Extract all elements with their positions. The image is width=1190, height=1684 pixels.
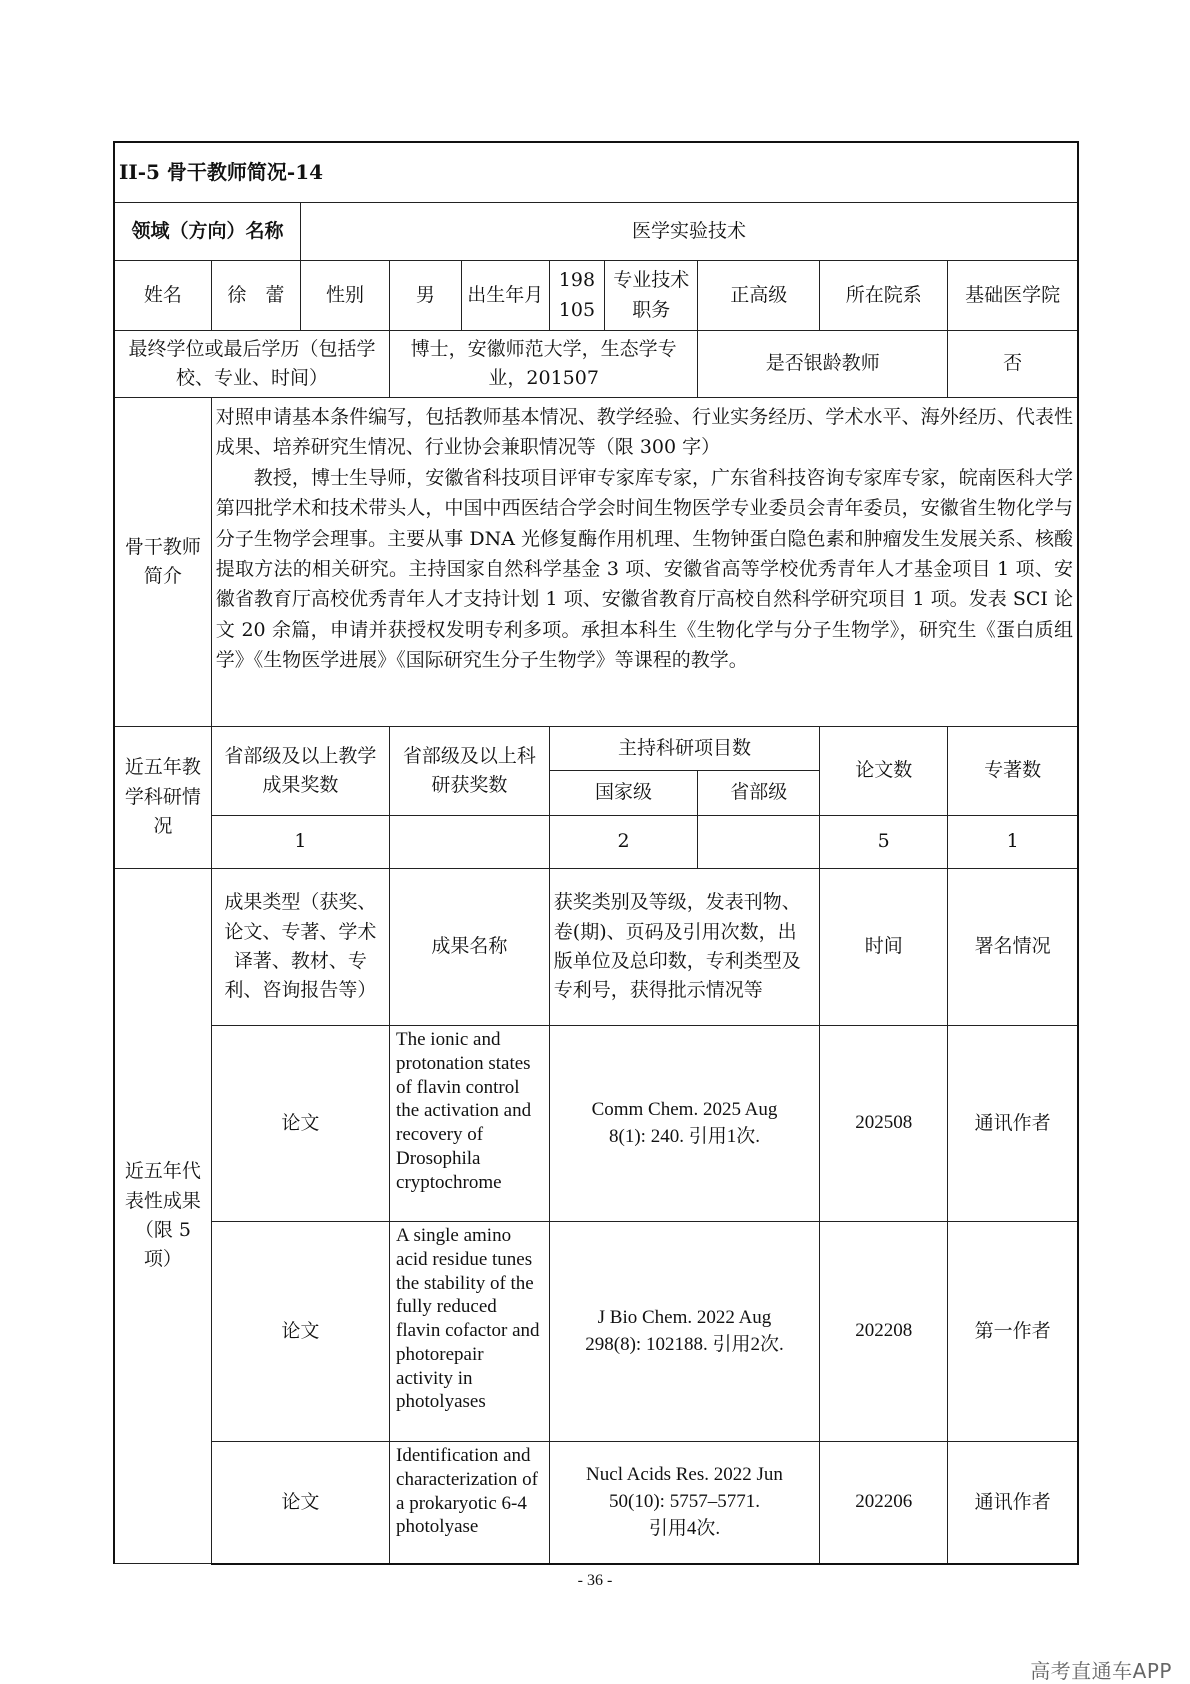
intro-label: 骨干教师简介 [114, 398, 211, 727]
silver-teacher-label: 是否银龄教师 [698, 331, 948, 398]
papers-header: 论文数 [820, 727, 948, 816]
achievement-type: 论文 [211, 1442, 389, 1564]
achievement-sign: 通讯作者 [948, 1442, 1078, 1564]
sign-header: 署名情况 [948, 869, 1078, 1026]
books-value: 1 [948, 816, 1078, 869]
dept-value: 基础医学院 [948, 261, 1078, 331]
gender-label: 性别 [300, 261, 389, 331]
birth-value: 198105 [549, 261, 604, 331]
achievement-detail [549, 1222, 819, 1442]
projects-header: 主持科研项目数 [549, 727, 819, 771]
achievement-detail [549, 1026, 819, 1222]
title-value: 正高级 [698, 261, 820, 331]
time-header: 时间 [820, 869, 948, 1026]
intro-content [211, 398, 1078, 727]
degree-label: 最终学位或最后学历（包括学校、专业、时间） [114, 331, 390, 398]
name-value: 徐 蕾 [211, 261, 300, 331]
achievement-time: 202206 [820, 1442, 948, 1564]
gender-value: 男 [390, 261, 462, 331]
degree-value: 博士，安徽师范大学，生态学专业，201507 [390, 331, 698, 398]
detail-line: 8(1): 240. 引用1次. [609, 1125, 760, 1147]
research-award-header: 省部级及以上科研获奖数 [390, 727, 550, 816]
provincial-header: 省部级 [698, 771, 820, 816]
achievement-type: 论文 [211, 1026, 389, 1222]
papers-value: 5 [820, 816, 948, 869]
achievement-type: 论文 [211, 1222, 389, 1442]
birth-label: 出生年月 [461, 261, 549, 331]
dept-label: 所在院系 [820, 261, 948, 331]
field-label: 领域（方向）名称 [114, 203, 300, 261]
silver-teacher-value: 否 [948, 331, 1078, 398]
section-title: II-5 骨干教师简况-14 [114, 142, 1078, 203]
achievement-time: 202508 [820, 1026, 948, 1222]
achievements-label: 近五年代表性成果（限 5 项） [114, 869, 211, 1564]
teacher-profile-table [113, 141, 1079, 1565]
achievement-sign: 第一作者 [948, 1222, 1078, 1442]
intro-text: 教授，博士生导师，安徽省科技项目评审专家库专家，广东省科技咨询专家库专家，皖南医科大学第四批学术和技术带头人，中国中西医结合学会时间生物医学专业委员会青年委员，安徽省生物化学与分子生物学会理事。主要从事 DNA 光修复酶作用机理、生物钟蛋白隐色素和肿瘤发生发展关系、核酸提取方法的相关研究。主持国家自然科学基金 3 项、安徽省高等学校优秀青年人才基金项目 1 项、安徽省教育厅高校优秀青年人才支持计划 1 项、安徽省教育厅高校自然科学研究项目 1 项。发表 SCI 论文 20 余篇，申请并获授权发明专利多项。承担本科生《生物化学与分子生物学》，研究生《蛋白质组学》《生物医学进展》《国际研究生分子生物学》等课程的教学。 [215, 466, 1073, 672]
detail-line: 298(8): 102188. 引用2次. [585, 1333, 784, 1355]
detail-line: 引用4次. [648, 1517, 721, 1539]
achievement-detail [549, 1442, 819, 1564]
field-value: 医学实验技术 [300, 203, 1078, 261]
name-label: 姓名 [114, 261, 211, 331]
national-value: 2 [549, 816, 698, 869]
detail-line: 50(10): 5757–5771. [609, 1490, 760, 1512]
detail-line: J Bio Chem. 2022 Aug [597, 1306, 772, 1328]
books-header: 专著数 [948, 727, 1078, 816]
type-header: 成果类型（获奖、论文、专著、学术译著、教材、专利、咨询报告等） [211, 869, 389, 1026]
detail-line: Comm Chem. 2025 Aug [591, 1098, 778, 1120]
teaching-award-header: 省部级及以上教学成果奖数 [211, 727, 389, 816]
research-award-value [390, 816, 550, 869]
achievement-time: 202208 [820, 1222, 948, 1442]
detail-header: 获奖类别及等级，发表刊物、卷(期)、页码及引用次数，出版单位及总印数，专利类型及专利号，获得批示情况等 [549, 869, 819, 1026]
detail-line: Nucl Acids Res. 2022 Jun [586, 1464, 783, 1486]
national-header: 国家级 [549, 771, 698, 816]
page-number: - 36 - [577, 1572, 613, 1589]
provincial-value [698, 816, 820, 869]
achievement-name: The ionic and protonation states of flavin control the activation and recovery of Drosophila cryptochrome [390, 1026, 550, 1222]
name-header: 成果名称 [390, 869, 550, 1026]
recent-label: 近五年教学科研情况 [114, 727, 211, 869]
teaching-award-value: 1 [211, 816, 389, 869]
achievement-name: Identification and characterization of a prokaryotic 6-4 photolyase [390, 1442, 550, 1564]
title-label: 专业技术职务 [605, 261, 698, 331]
achievement-sign: 通讯作者 [948, 1026, 1078, 1222]
achievement-name: A single amino acid residue tunes the stability of the fully reduced flavin cofactor and photorepair activity in photolyases [390, 1222, 550, 1442]
intro-instruction: 对照申请基本条件编写，包括教师基本情况、教学经验、行业实务经历、学术水平、海外经历、代表性成果、培养研究生情况、行业协会兼职情况等（限 300 字） [215, 406, 1073, 459]
watermark: 高考直通车APP [1030, 1659, 1172, 1683]
